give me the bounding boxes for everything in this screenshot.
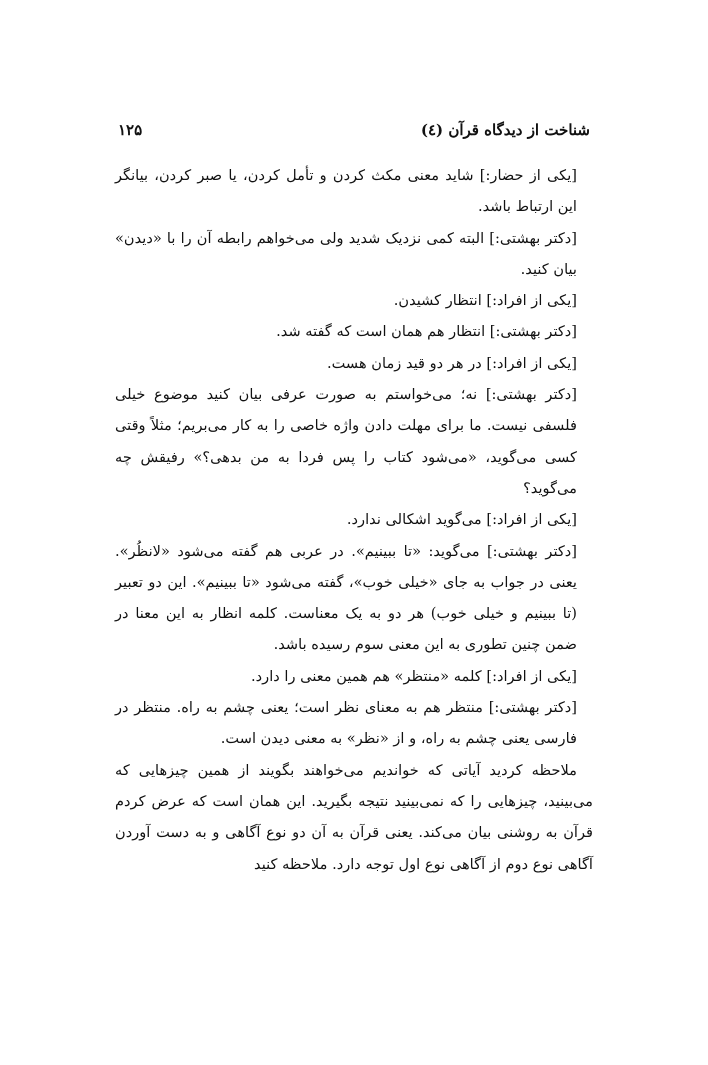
paragraph-6: [دکتر بهشتی:] نه؛ می‌خواستم به صورت عرفی بیان کنید موضوع خیلی فلسفی نیست. ما برای مهلت دادن واژه خاصی را به کار می‌بریم؛ مثلاً وقتی کسی می‌گوید، «می‌شود کتاب را پس فردا به من بدهی؟» رفیقش چه می‌گوید؟ [115, 386, 577, 497]
page-number: ۱۲۵ [118, 121, 143, 139]
paragraph-11: ملاحظه کردید آیاتی که خواندیم می‌خواهند بگویند از همین چیزهایی که می‌بینید، چیزهایی را که نمی‌بینید نتیجه بگیرید. این همان است که عرض کردم قرآن به روشنی بیان می‌کند. یعنی قرآن به آن دو نوع آگاهی و به دست آوردن آگاهی نوع دوم از آگاهی نوع اول توجه دارد. ملاحظه کنید [115, 761, 593, 873]
paragraph-1: [یکی از حضار:] شاید معنی مکث کردن و تأمل کردن، یا صبر کردن، بیانگر این ارتباط باشد. [115, 167, 577, 216]
paragraph-9: [یکی از افراد:] کلمه «منتظر» هم همین معنی را دارد. [251, 667, 577, 685]
paragraph-4: [دکتر بهشتی:] انتظار هم همان است که گفته شد. [276, 323, 577, 341]
running-title: شناخت از دیدگاه قرآن (٤) [420, 121, 590, 139]
body-text [115, 160, 593, 880]
paragraph-3: [یکی از افراد:] انتظار کشیدن. [393, 292, 577, 310]
paragraph-8: [دکتر بهشتی:] می‌گوید: «تا ببینیم». در عربی هم گفته می‌شود «لانظُر». یعنی در جواب به جای «خیلی خوب»، گفته می‌شود «تا ببینیم». این دو تعبیر (تا ببینیم و خیلی خوب) هر دو به یک معناست. کلمه انظار به این معنا در ضمن چنین تطوری به این معنی سوم رسیده باشد. [115, 542, 577, 654]
running-header [118, 118, 590, 142]
paragraph-10: [دکتر بهشتی:] منتظر هم به معنای نظر است؛ یعنی چشم به راه. منتظر در فارسی یعنی چشم به راه، و از «نظر» به معنی دیدن است. [115, 699, 577, 748]
paragraph-5: [یکی از افراد:] در هر دو قید زمان هست. [326, 354, 577, 372]
paragraph-2: [دکتر بهشتی:] البته کمی نزدیک شدید ولی می‌خواهم رابطه آن را با «دیدن» بیان کنید. [115, 229, 577, 278]
paragraph-7: [یکی از افراد:] می‌گوید اشکالی ندارد. [346, 511, 577, 529]
